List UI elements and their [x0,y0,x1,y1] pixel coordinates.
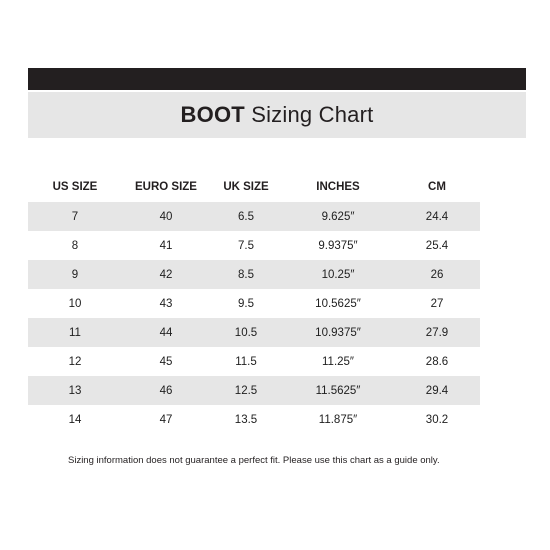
column-header-cm: CM [428,181,446,193]
cell-inches: 9.9375″ [318,239,358,252]
top-black-bar [28,68,526,90]
cell-us-size: 10 [68,297,82,310]
table-row [28,260,480,289]
cell-inches: 11.875″ [318,413,358,426]
cell-cm: 25.4 [425,239,449,252]
cell-us-size: 7 [71,210,79,223]
column-header-us-size: US SIZE [52,181,98,193]
cell-us-size: 9 [71,268,79,281]
cell-uk-size: 6.5 [238,210,254,223]
cell-uk-size: 10.5 [234,326,258,339]
cell-uk-size: 8.5 [238,268,254,281]
cell-us-size: 13 [68,384,82,397]
cell-euro-size: 44 [159,326,173,339]
cell-uk-size: 7.5 [238,239,254,252]
table-row [28,405,480,434]
cell-euro-size: 47 [159,413,173,426]
cell-inches: 10.9375″ [315,326,361,339]
disclaimer-text: Sizing information does not guarantee a perfect fit. Please use this chart as a guide only. [68,455,440,466]
cell-euro-size: 40 [159,210,173,223]
title-band [28,92,526,138]
cell-euro-size: 43 [159,297,173,310]
cell-uk-size: 11.5 [235,355,257,368]
cell-us-size: 12 [68,355,82,368]
cell-inches: 9.625″ [321,210,355,223]
cell-cm: 29.4 [425,384,449,397]
cell-us-size: 8 [71,239,79,252]
title-bold-word: BOOT [180,102,245,127]
cell-uk-size: 13.5 [234,413,258,426]
table-row [28,202,480,231]
cell-us-size: 11 [69,326,81,339]
column-header-uk-size: UK SIZE [223,181,269,193]
table-row [28,318,480,347]
cell-cm: 27 [430,297,444,310]
column-header-euro-size: EURO SIZE [135,181,197,193]
title-regular-words: Sizing Chart [251,102,374,127]
cell-euro-size: 42 [159,268,173,281]
column-header-inches: INCHES [316,181,360,193]
cell-us-size: 14 [68,413,82,426]
cell-inches: 10.5625″ [315,297,361,310]
cell-cm: 28.6 [425,355,449,368]
cell-euro-size: 41 [159,239,173,252]
cell-cm: 30.2 [425,413,449,426]
cell-uk-size: 12.5 [234,384,258,397]
table-header-row [28,172,480,202]
cell-cm: 27.9 [425,326,449,339]
cell-inches: 10.25″ [321,268,355,281]
cell-euro-size: 45 [159,355,173,368]
cell-inches: 11.25″ [322,355,354,368]
cell-inches: 11.5625″ [315,384,361,397]
cell-cm: 26 [430,268,444,281]
table-row [28,231,480,260]
sizing-table [28,172,480,434]
cell-cm: 24.4 [425,210,449,223]
cell-uk-size: 9.5 [238,297,254,310]
page-title [181,102,374,128]
table-row [28,289,480,318]
cell-euro-size: 46 [159,384,173,397]
table-row [28,347,480,376]
table-row [28,376,480,405]
